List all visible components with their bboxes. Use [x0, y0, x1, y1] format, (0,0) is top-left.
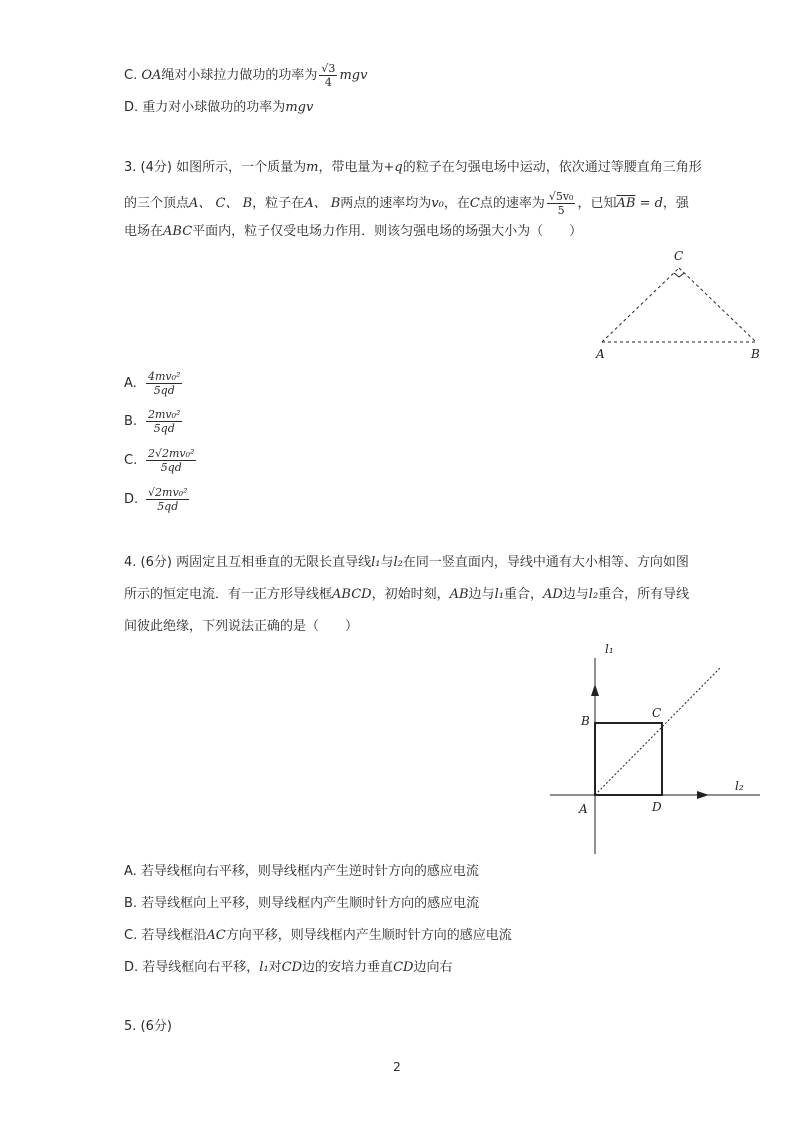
option-text: C. 若导线框沿 — [124, 928, 207, 943]
math-m: m — [306, 160, 319, 175]
stem-text: 两固定且互相垂直的无限长直导线 — [176, 555, 372, 570]
stem-text: 间彼此绝缘，下列说法正确的是（ ） — [124, 619, 359, 634]
math-l2: l₂ — [393, 555, 403, 570]
math-l1: l₁ — [371, 555, 381, 570]
question-score: (6分) — [140, 555, 172, 570]
q4-stem-line2 — [124, 585, 689, 605]
fraction-numerator: √5v₀ — [548, 190, 574, 203]
option-label: D. — [124, 100, 139, 115]
q4-option-b — [124, 894, 479, 914]
triangle-side-ac — [602, 268, 679, 342]
label-l2: l₂ — [735, 779, 744, 793]
diagonal-ac — [595, 668, 720, 795]
fraction-denominator: 5qd — [157, 500, 179, 513]
math-ab: AB — [449, 587, 469, 602]
label-a: A — [579, 802, 588, 816]
option-label: D. — [124, 492, 139, 507]
stem-text: 电场在 — [124, 224, 164, 239]
vertex-label-a: A — [596, 347, 605, 361]
fraction-denominator: 4 — [324, 76, 332, 89]
option-text: B. 若导线框向上平移，则导线框内产生顺时针方向的感应电流 — [124, 896, 480, 911]
stem-text: ，强 — [662, 196, 689, 211]
fraction-denominator: 5qd — [160, 461, 182, 474]
stem-text: 所示的恒定电流．有一正方形导线框 — [124, 587, 333, 602]
math-l1: l₁ — [259, 960, 269, 975]
stem-text: 重合，所有导线 — [598, 587, 690, 602]
option-label: B. — [124, 414, 138, 429]
question-number: 4. — [124, 555, 137, 570]
page-number: 2 — [393, 1060, 401, 1074]
vertex-label-c: C — [674, 249, 684, 263]
stem-text: 的三个顶点 — [124, 196, 190, 211]
stem-text: 与 — [380, 555, 394, 570]
math-points: A、 B — [304, 196, 341, 211]
q3-stem-line3 — [124, 222, 582, 242]
stem-text: 重合， — [503, 587, 543, 602]
fraction — [146, 447, 196, 474]
option-text: D. 若导线框向右平移， — [124, 960, 260, 975]
arrow-up-icon — [591, 684, 599, 696]
math-v0: v₀ — [431, 196, 444, 211]
label-c: C — [652, 706, 662, 720]
q5-stem — [124, 1017, 172, 1037]
fraction-numerator: √2mv₀² — [148, 486, 188, 499]
vertex-label-b: B — [751, 347, 760, 361]
question-number: 5. — [124, 1019, 137, 1034]
stem-text: 两点的速率均为 — [340, 196, 432, 211]
option-label: C. — [124, 68, 138, 83]
option-text: A. 若导线框向右平移，则导线框内产生逆时针方向的感应电流 — [124, 864, 479, 879]
q4-option-a — [124, 862, 479, 882]
math-cd: CD — [393, 960, 414, 975]
fraction-numerator: 2√2mv₀² — [148, 447, 195, 460]
wire-frame-figure — [545, 638, 767, 858]
fraction-denominator: 5 — [557, 204, 565, 217]
option-text: 边向右 — [413, 960, 453, 975]
q4-option-c — [124, 926, 512, 946]
fraction-denominator: 5qd — [153, 422, 175, 435]
fraction — [146, 408, 182, 435]
math-abcd: ABCD — [332, 587, 372, 602]
option-text: 对 — [268, 960, 282, 975]
q3-option-a — [124, 370, 184, 397]
math-l1: l₁ — [494, 587, 504, 602]
option-label: A. — [124, 376, 137, 391]
fraction — [146, 370, 182, 397]
q3-stem-line2 — [124, 190, 689, 217]
stem-text: ，带电量为 — [318, 160, 384, 175]
math-ad: AD — [542, 587, 563, 602]
stem-text: 点的速率为 — [479, 196, 545, 211]
math-q: +q — [383, 160, 403, 175]
option-text: 边的安培力垂直 — [302, 960, 394, 975]
stem-text: 边与 — [468, 587, 495, 602]
stem-text: 在同一竖直面内，导线中通有大小相等、方向如图 — [402, 555, 689, 570]
fraction-numerator: 4mv₀² — [148, 370, 181, 383]
label-l1: l₁ — [605, 642, 614, 656]
stem-text: 的粒子在匀强电场中运动，依次通过等腰直角三角形 — [402, 160, 702, 175]
math-mgv: mgv — [285, 100, 314, 115]
question-number: 3. — [124, 160, 137, 175]
stem-text: ，在 — [443, 196, 470, 211]
fraction-numerator: 2mv₀² — [148, 408, 181, 421]
fraction — [547, 190, 576, 217]
arrow-right-icon — [697, 791, 709, 799]
q3-option-c — [124, 447, 198, 474]
stem-text: ，初始时刻， — [371, 587, 450, 602]
q4-stem-line3 — [124, 617, 358, 637]
triangle-figure — [590, 244, 770, 366]
math-cd: CD — [281, 960, 303, 975]
option-text: 重力对小球做功的功率为 — [142, 100, 286, 115]
stem-text: ，已知 — [577, 196, 617, 211]
math-ac: AC — [206, 928, 226, 943]
math-abc: ABC — [163, 224, 193, 239]
question-score: (4分) — [140, 160, 172, 175]
fraction — [319, 62, 337, 89]
fraction-numerator: √3 — [321, 62, 336, 75]
label-b: B — [581, 714, 590, 728]
q4-stem-line1 — [124, 553, 689, 573]
math-eq: = d — [635, 196, 663, 211]
question-score: (6分) — [140, 1019, 172, 1034]
stem-text: ，粒子在 — [252, 196, 305, 211]
fraction-denominator: 5qd — [153, 384, 175, 397]
q3-option-d — [124, 486, 191, 513]
option-label: C. — [124, 453, 138, 468]
math-points: A、 C、 B — [189, 196, 253, 211]
option-text: 绳对小球拉力做功的功率为 — [161, 68, 318, 83]
stem-text: 如图所示，一个质量为 — [176, 160, 307, 175]
triangle-side-cb — [679, 268, 756, 342]
fraction — [146, 486, 189, 513]
q4-option-d — [124, 958, 452, 978]
math-ab: $\overline{AB}$ — [616, 196, 636, 211]
math-mgv: mgv — [339, 68, 368, 83]
math-oa: OA — [141, 68, 162, 83]
q2-option-d — [124, 98, 313, 118]
square-frame-abcd — [595, 723, 662, 795]
right-angle-mark — [674, 273, 684, 277]
label-d: D — [652, 800, 662, 814]
q3-option-b — [124, 408, 184, 435]
math-l2: l₂ — [588, 587, 599, 602]
option-text: 方向平移，则导线框内产生顺时针方向的感应电流 — [225, 928, 512, 943]
q2-option-c — [124, 62, 367, 89]
q3-stem-line1 — [124, 158, 702, 178]
math-c: C — [469, 196, 480, 211]
stem-text: 边与 — [562, 587, 589, 602]
stem-text: 平面内，粒子仅受电场力作用．则该匀强电场的场强大小为（ ） — [192, 224, 583, 239]
